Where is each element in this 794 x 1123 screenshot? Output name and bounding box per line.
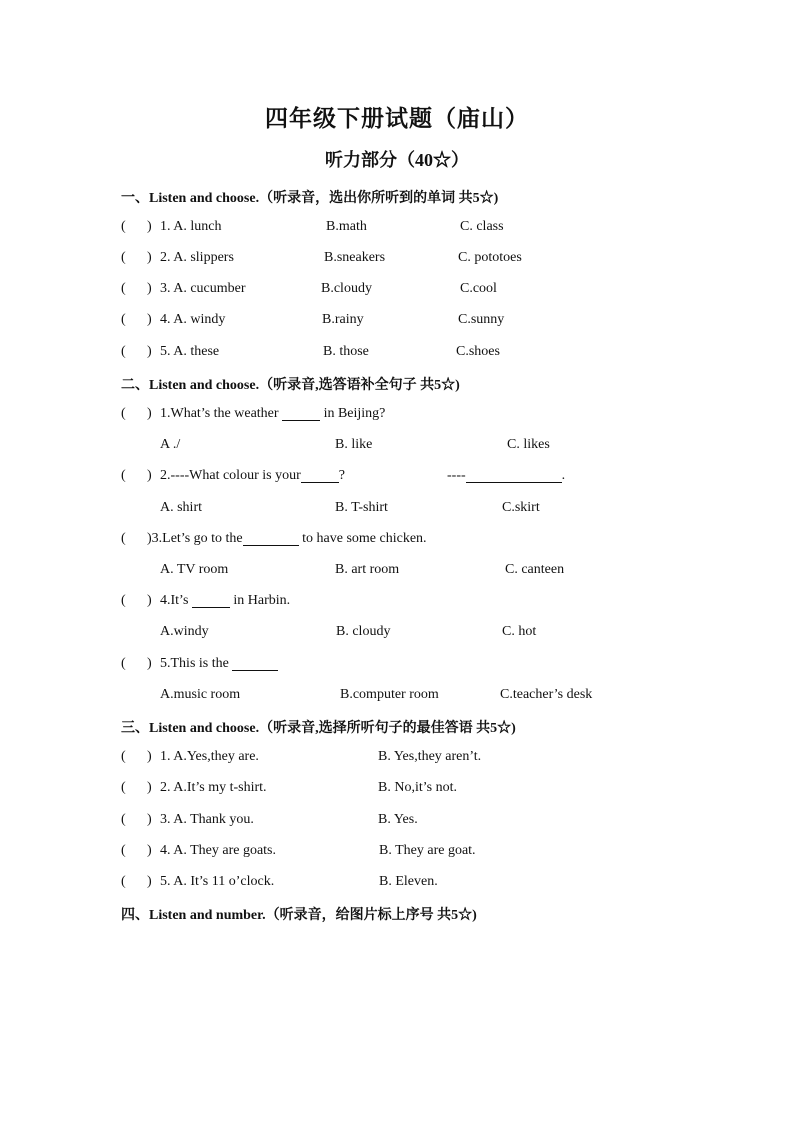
- option-a: A. TV room: [160, 562, 229, 577]
- answer-paren-close: ): [147, 656, 152, 671]
- s1-question-1: [0, 219, 794, 239]
- section-3-heading: 三、Listen and choose.（听录音,选择所听句子的最佳答语 共5☆): [121, 721, 516, 736]
- answer-paren-close: ): [147, 749, 152, 764]
- answer-paren-open: (: [121, 749, 126, 764]
- option-b: B. those: [323, 344, 369, 359]
- answer-paren-close: ): [147, 468, 152, 483]
- question-stem: [160, 593, 290, 609]
- option-b: B.rainy: [322, 312, 364, 327]
- question-stem: [160, 468, 345, 484]
- answer-paren-open: (: [121, 312, 126, 327]
- answer-paren-close: ): [147, 593, 152, 608]
- option-a: 1. A. lunch: [160, 219, 222, 234]
- option-b: B. T-shirt: [335, 500, 388, 515]
- page-subtitle: 听力部分（40☆）: [325, 150, 469, 170]
- option-a: 2. A. slippers: [160, 250, 234, 265]
- option-a: 1. A.Yes,they are.: [160, 749, 259, 764]
- section-1-heading: 一、Listen and choose.（听录音，选出你所听到的单词 共5☆): [121, 191, 499, 206]
- option-a: 4. A. windy: [160, 312, 226, 327]
- option-c: C.shoes: [456, 344, 500, 359]
- answer-blank: [232, 656, 278, 671]
- answer-paren-open: (: [121, 780, 126, 795]
- answer-paren-open: (: [121, 812, 126, 827]
- answer-paren-close: ): [147, 344, 152, 359]
- stem-text: .: [561, 468, 566, 483]
- stem-text: )3.Let’s go to the: [147, 531, 243, 546]
- answer-blank: [243, 531, 299, 546]
- answer-paren-close: ): [147, 250, 152, 265]
- reply-line: [447, 468, 565, 484]
- s1-question-2: [0, 250, 794, 270]
- answer-paren-open: (: [121, 531, 126, 546]
- option-c: C. canteen: [505, 562, 565, 577]
- option-b: B. art room: [335, 562, 400, 577]
- option-c: C. pototoes: [458, 250, 522, 265]
- s2-question-4-stem: [0, 593, 794, 613]
- s1-question-4: [0, 312, 794, 332]
- option-b: B. Eleven.: [379, 874, 438, 889]
- answer-paren-open: (: [121, 874, 126, 889]
- s2-question-5-options: [0, 687, 794, 707]
- s3-question-5: [0, 874, 794, 894]
- option-c: C. hot: [502, 624, 537, 639]
- answer-blank: [301, 468, 339, 483]
- answer-paren-open: (: [121, 593, 126, 608]
- option-c: C.skirt: [502, 500, 540, 515]
- s2-question-4-options: [0, 624, 794, 644]
- option-c: C. likes: [507, 437, 550, 452]
- s3-question-4: [0, 843, 794, 863]
- option-b: B.cloudy: [321, 281, 372, 296]
- option-b: B. cloudy: [336, 624, 391, 639]
- stem-text: 5.This is the: [160, 656, 229, 671]
- s3-question-3: [0, 812, 794, 832]
- s1-question-5: [0, 344, 794, 364]
- stem-text: 1.What’s the weather: [160, 406, 279, 421]
- s2-question-1-options: [0, 437, 794, 457]
- answer-paren-open: (: [121, 468, 126, 483]
- option-c: C.cool: [460, 281, 497, 296]
- s2-question-3-options: [0, 562, 794, 582]
- page-title: 四年级下册试题（庙山）: [265, 106, 529, 131]
- option-b: B.sneakers: [324, 250, 386, 265]
- option-a: A.windy: [160, 624, 209, 639]
- option-a: 2. A.It’s my t-shirt.: [160, 780, 267, 795]
- option-a: 3. A. cucumber: [160, 281, 246, 296]
- answer-blank: [466, 468, 562, 483]
- stem-text: in Harbin.: [233, 593, 291, 608]
- option-a: 5. A. these: [160, 344, 220, 359]
- s3-question-2: [0, 780, 794, 800]
- answer-paren-open: (: [121, 344, 126, 359]
- question-stem: [160, 656, 278, 672]
- option-c: C.sunny: [458, 312, 505, 327]
- option-c: C.teacher’s desk: [500, 687, 593, 702]
- option-b: B.computer room: [340, 687, 439, 702]
- answer-paren-close: ): [147, 281, 152, 296]
- stem-text: 4.It’s: [160, 593, 189, 608]
- s2-question-3-stem: [0, 531, 794, 551]
- s2-question-2-options: [0, 500, 794, 520]
- option-b: B. Yes,they aren’t.: [378, 749, 482, 764]
- stem-text: in Beijing?: [323, 406, 386, 421]
- section-4-heading: 四、Listen and number.（听录音，给图片标上序号 共5☆): [121, 908, 477, 923]
- option-b: B. like: [335, 437, 373, 452]
- answer-paren-close: ): [147, 843, 152, 858]
- answer-paren-close: ): [147, 219, 152, 234]
- s2-question-2-stem: [0, 468, 794, 488]
- answer-paren-open: (: [121, 406, 126, 421]
- option-b: B. They are goat.: [379, 843, 476, 858]
- option-b: B. Yes.: [378, 812, 418, 827]
- option-a: A.music room: [160, 687, 241, 702]
- option-a: A ./: [160, 437, 181, 452]
- option-b: B.math: [326, 219, 367, 234]
- answer-blank: [282, 406, 320, 421]
- option-a: 5. A. It’s 11 o’clock.: [160, 874, 275, 889]
- question-stem: [147, 531, 427, 547]
- s2-question-5-stem: [0, 656, 794, 676]
- s3-question-1: [0, 749, 794, 769]
- answer-paren-close: ): [147, 874, 152, 889]
- stem-text: ----: [447, 468, 466, 483]
- answer-paren-open: (: [121, 281, 126, 296]
- answer-paren-close: ): [147, 812, 152, 827]
- option-b: B. No,it’s not.: [378, 780, 457, 795]
- section-2-heading: 二、Listen and choose.（听录音,选答语补全句子 共5☆): [121, 378, 460, 393]
- option-a: 3. A. Thank you.: [160, 812, 254, 827]
- answer-paren-close: ): [147, 312, 152, 327]
- s2-question-1-stem: [0, 406, 794, 426]
- stem-text: 2.----What colour is your: [160, 468, 301, 483]
- s1-question-3: [0, 281, 794, 301]
- option-c: C. class: [460, 219, 504, 234]
- answer-paren-close: ): [147, 780, 152, 795]
- answer-paren-open: (: [121, 250, 126, 265]
- answer-blank: [192, 593, 230, 608]
- stem-text: to have some chicken.: [302, 531, 427, 546]
- stem-text: ?: [338, 468, 345, 483]
- answer-paren-open: (: [121, 843, 126, 858]
- option-a: A. shirt: [160, 500, 202, 515]
- option-a: 4. A. They are goats.: [160, 843, 276, 858]
- answer-paren-close: ): [147, 406, 152, 421]
- answer-paren-open: (: [121, 219, 126, 234]
- question-stem: [160, 406, 385, 422]
- answer-paren-open: (: [121, 656, 126, 671]
